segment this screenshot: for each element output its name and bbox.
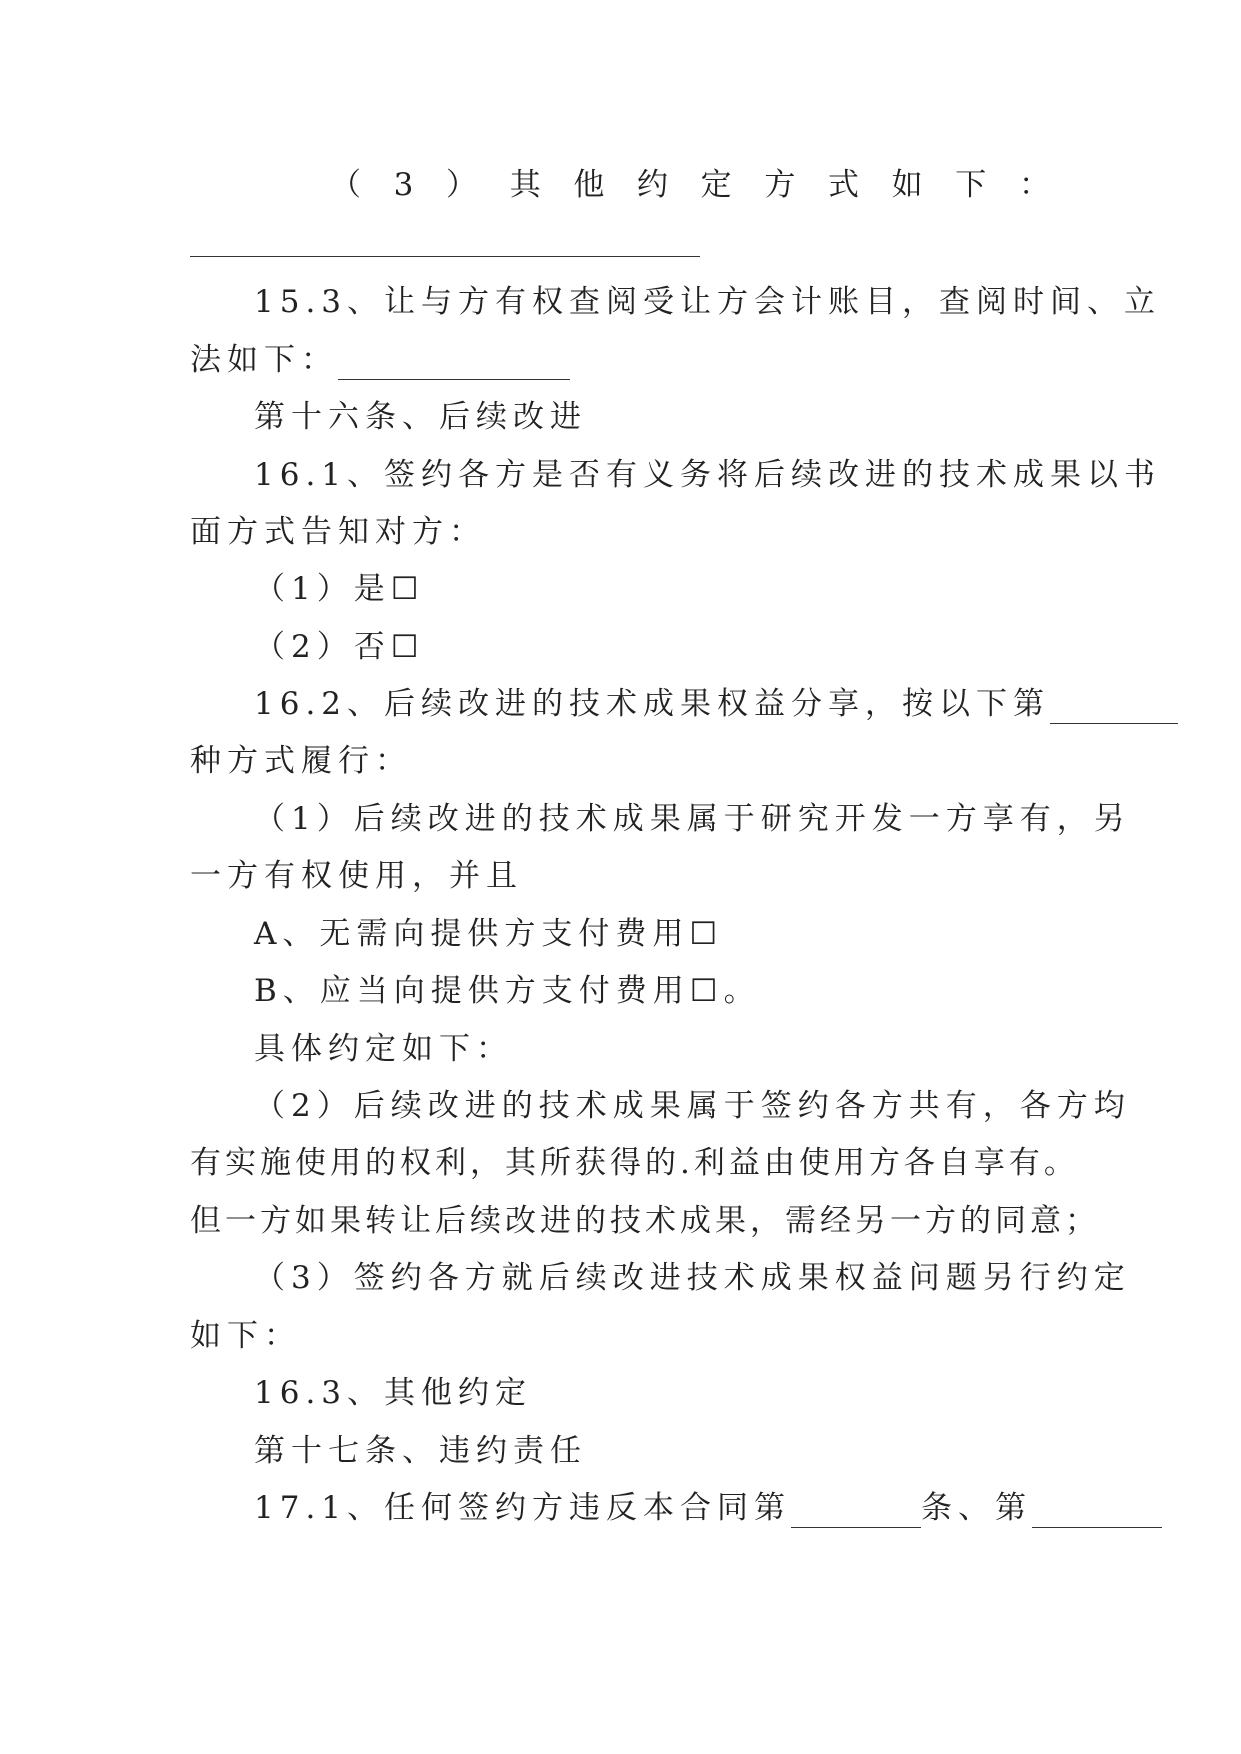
option-b: B、应当向提供方支付费用☐。 xyxy=(254,973,761,1009)
option-1-line-2: 一方有权使用，并且 xyxy=(190,858,523,894)
clause-17-1-line-1 xyxy=(254,1488,1054,1528)
option-3-line-1: （3）签约各方就后续改进技术成果权益问题另行约定 xyxy=(254,1260,1131,1296)
fill-in-blank xyxy=(1050,693,1178,724)
clause-16-2-text: 16.2、后续改进的技术成果权益分享，按以下第 xyxy=(254,686,1051,722)
clause-16-2-line-2: 种方式履行： xyxy=(190,743,412,779)
fill-in-blank-line xyxy=(190,256,700,257)
clause-15-3-line-1: 15.3、让与方有权查阅受让方会计账目，查阅时间、立 xyxy=(254,284,1162,320)
option-2-line-2: 有实施使用的权利，其所获得的.利益由使用方各自享有。 xyxy=(190,1145,1079,1181)
article-16-heading: 第十六条、后续改进 xyxy=(254,399,587,435)
option-1-line-1: （1）后续改进的技术成果属于研究开发一方享有，另 xyxy=(254,801,1131,837)
fill-in-blank xyxy=(1032,1497,1162,1528)
char: 3 xyxy=(393,167,414,203)
item-3-other-methods xyxy=(330,165,1050,205)
char: 他 xyxy=(573,167,605,203)
clause-17-1-text: 17.1、任何签约方违反本合同第 xyxy=(254,1490,792,1526)
fill-in-blank xyxy=(791,1497,921,1528)
option-yes: （1）是☐ xyxy=(254,571,425,607)
char: 定 xyxy=(700,167,732,203)
char: 其 xyxy=(509,167,541,203)
option-2-line-3: 但一方如果转让后续改进的技术成果，需经另一方的同意； xyxy=(190,1203,1100,1239)
fill-in-blank xyxy=(338,349,570,380)
clause-16-1-line-2: 面方式告知对方： xyxy=(190,514,486,550)
option-no: （2）否☐ xyxy=(254,629,425,665)
specific-agreement: 具体约定如下： xyxy=(254,1031,513,1067)
clause-16-2-line-1 xyxy=(254,684,1054,724)
char: 方 xyxy=(764,167,796,203)
char: 约 xyxy=(637,167,669,203)
option-2-line-1: （2）后续改进的技术成果属于签约各方共有，各方均 xyxy=(254,1088,1131,1124)
char: （ xyxy=(330,167,361,203)
clause-15-3-line-2 xyxy=(190,340,1050,380)
char: ） xyxy=(446,167,478,203)
clause-16-3: 16.3、其他约定 xyxy=(254,1375,533,1411)
option-3-line-2: 如下： xyxy=(190,1318,301,1354)
clause-16-1-line-1: 16.1、签约各方是否有义务将后续改进的技术成果以书 xyxy=(254,457,1162,493)
char: 式 xyxy=(827,167,859,203)
option-a: A、无需向提供方支付费用☐ xyxy=(254,916,724,952)
char: 如 xyxy=(891,167,923,203)
char: 下 xyxy=(955,167,987,203)
article-17-heading: 第十七条、违约责任 xyxy=(254,1433,587,1469)
clause-15-3-text: 法如下： xyxy=(190,342,338,378)
clause-17-1-text-2: 条、第 xyxy=(921,1490,1033,1526)
char: ： xyxy=(1018,167,1050,203)
